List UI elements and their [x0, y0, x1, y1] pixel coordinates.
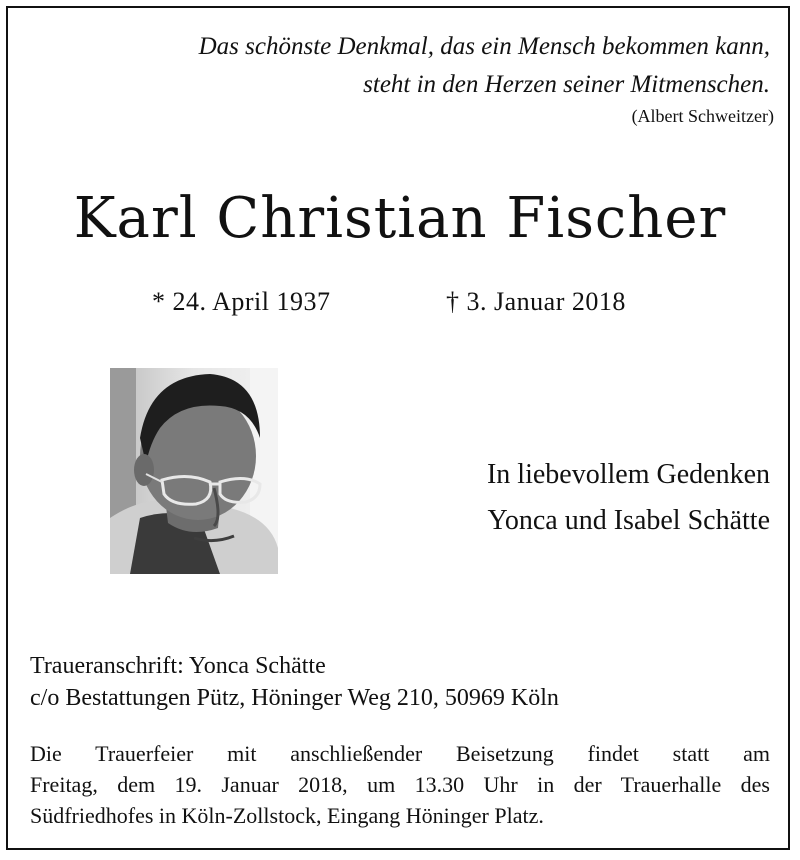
mourning-address [30, 650, 559, 714]
portrait-photo [110, 368, 278, 574]
dedication [487, 452, 770, 544]
ceremony-line-1: Die Trauerfeier mit anschließender Beisetzung findet statt am [30, 741, 770, 766]
quote-author: (Albert Schweitzer) [631, 106, 774, 126]
dedication-line-2: Yonca und Isabel Schätte [487, 505, 770, 536]
quote-line-2: steht in den Herzen seiner Mitmenschen. [363, 71, 770, 98]
address-line-2: c/o Bestattungen Pütz, Höninger Weg 210, 50969 Köln [30, 685, 559, 711]
address-line-1: Traueranschrift: Yonca Schätte [30, 653, 326, 679]
deceased-name: Karl Christian Fischer [73, 186, 727, 251]
quote [199, 28, 770, 104]
dedication-line-1: In liebevollem Gedenken [486, 459, 770, 490]
ceremony-notice [30, 738, 770, 831]
ceremony-line-3: Südfriedhofes in Köln-Zollstock, Eingang Höninger Platz. [30, 803, 544, 828]
death-date: † 3. Januar 2018 [446, 287, 626, 316]
portrait-icon [110, 368, 278, 574]
quote-line-1: Das schönste Denkmal, das ein Mensch bekommen kann, [198, 33, 770, 60]
ceremony-line-2: Freitag, dem 19. Januar 2018, um 13.30 Uhr in der Trauerhalle des [30, 772, 770, 797]
birth-date: * 24. April 1937 [152, 287, 331, 316]
